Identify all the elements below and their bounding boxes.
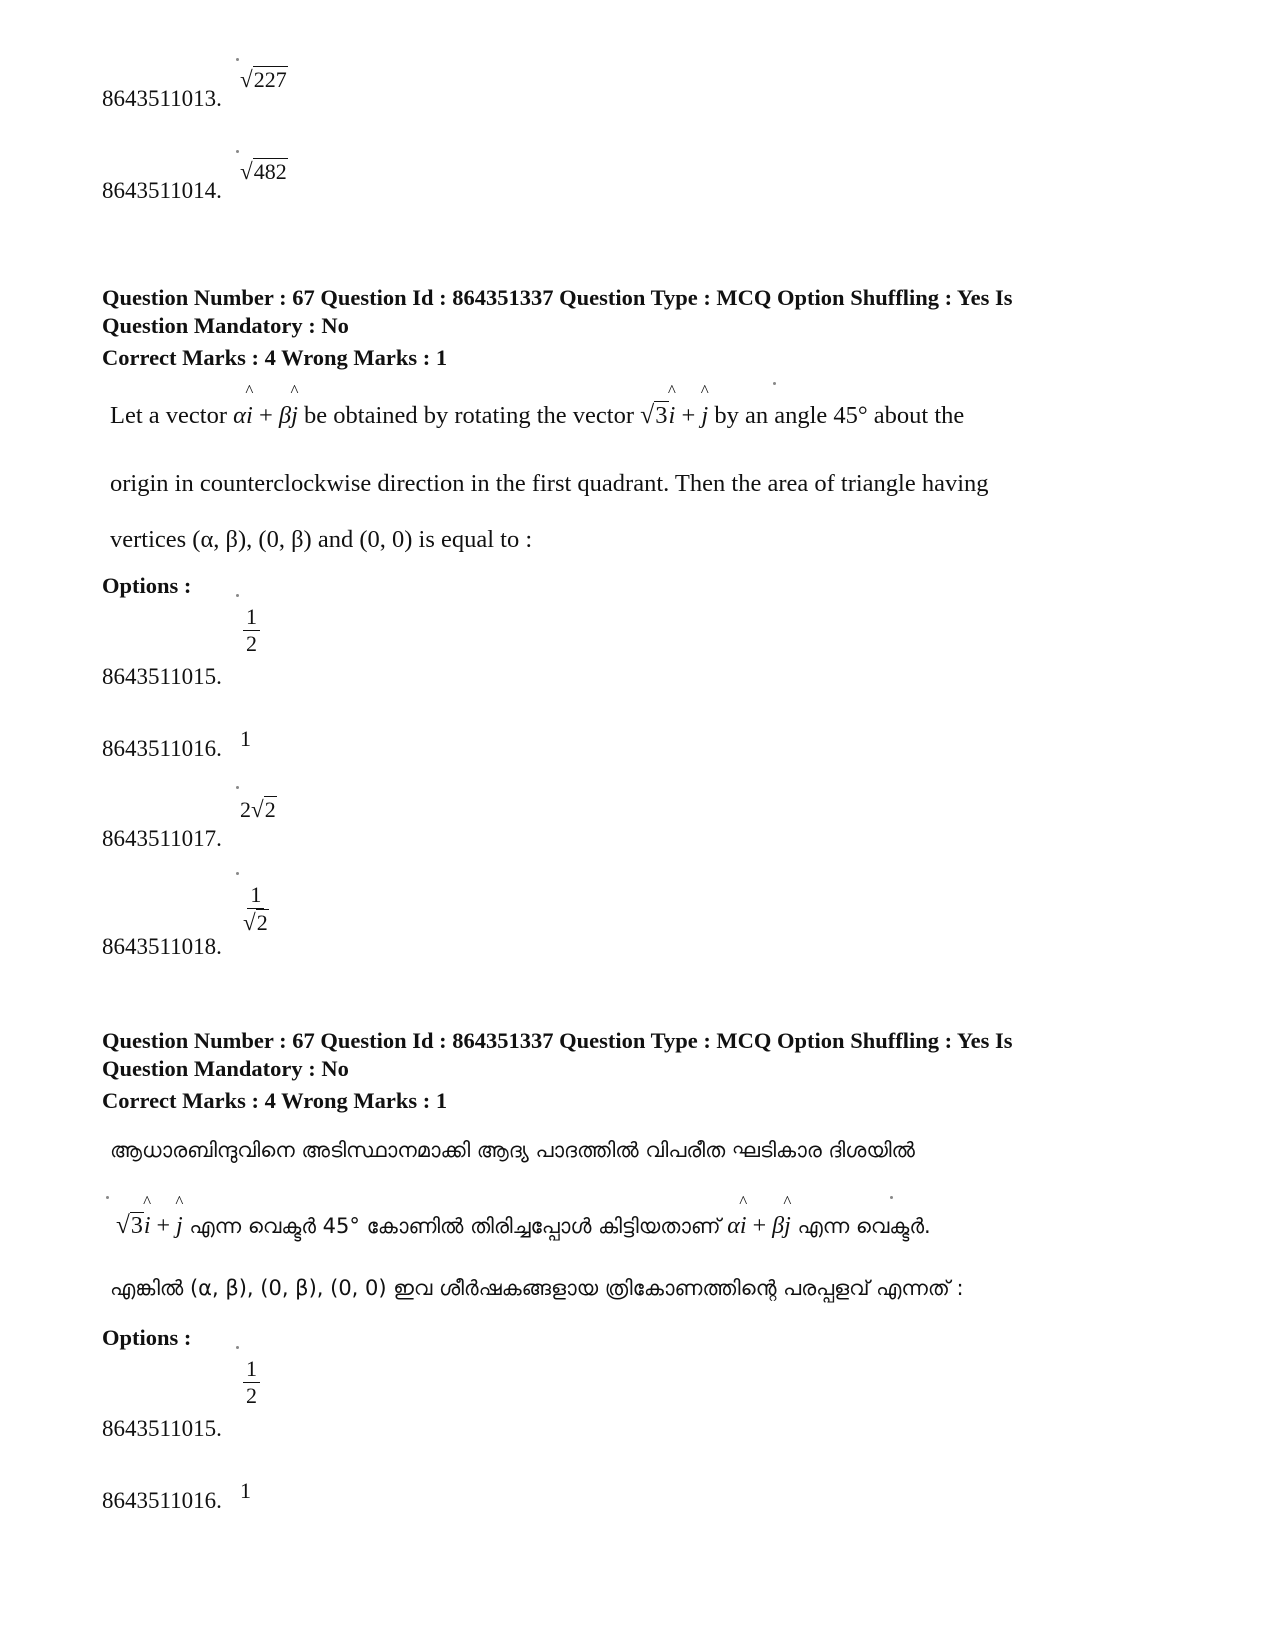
- option-number: 8643511013.: [102, 86, 222, 111]
- fraction-denominator: 2: [246, 631, 257, 656]
- unit-vector-j: ^ j: [176, 1213, 183, 1240]
- question-text-line2: [116, 1212, 931, 1240]
- math-expression: [727, 1213, 790, 1239]
- text-segment: എന്ന വെക്ടർ.: [797, 1214, 931, 1238]
- artifact-dot: [236, 786, 239, 789]
- artifact-dot: [106, 1196, 109, 1199]
- options-label: Options :: [102, 1325, 192, 1350]
- option-value: √227: [240, 66, 287, 92]
- option-value: $\frac{1}{√2}$: [243, 882, 268, 935]
- artifact-dot: [236, 872, 239, 875]
- unit-vector-j: ^ j: [701, 402, 708, 430]
- radicand: 3: [655, 402, 668, 429]
- option-value: [243, 604, 260, 657]
- question-meta-line1: Question Number : 67 Question Id : 864351337 Question Type : MCQ Option Shuffling : Yes Is: [102, 285, 1013, 310]
- text-segment: by an angle 45° about the: [714, 402, 965, 429]
- plus-sign: +: [258, 402, 273, 429]
- artifact-dot: [236, 1346, 239, 1349]
- option-number: 8643511017.: [102, 826, 222, 851]
- option-number: 8643511014.: [102, 178, 222, 203]
- option-value: [243, 1356, 260, 1409]
- option-number: 8643511015.: [102, 1416, 222, 1441]
- alpha-symbol: α: [727, 1213, 740, 1239]
- beta-symbol: β: [278, 402, 292, 429]
- unit-vector-j: ^ j: [291, 402, 298, 430]
- option-number: 8643511015.: [102, 664, 222, 689]
- question-meta-line2: Question Mandatory : No: [102, 313, 349, 338]
- beta-symbol: β: [772, 1213, 785, 1239]
- question-marks: Correct Marks : 4 Wrong Marks : 1: [102, 1088, 448, 1113]
- option-value: 1: [240, 1478, 251, 1503]
- fraction-numerator: 1: [247, 882, 264, 909]
- artifact-dot: [236, 150, 239, 153]
- unit-vector-j: ^ j: [784, 1213, 791, 1240]
- text-segment: എന്ന വെക്ടർ 45° കോണിൽ തിരിച്ചപ്പോൾ കിട്ടിയതാണ്: [189, 1214, 721, 1238]
- question-meta-line1: Question Number : 67 Question Id : 864351337 Question Type : MCQ Option Shuffling : Yes Is: [102, 1028, 1013, 1053]
- artifact-dot: [773, 382, 776, 385]
- radicand: 482: [253, 159, 287, 184]
- unit-vector-i: ^ i: [740, 1213, 747, 1240]
- text-segment: Let a vector: [110, 402, 227, 429]
- plus-sign: +: [752, 1213, 767, 1239]
- text-segment: be obtained by rotating the vector: [304, 402, 634, 429]
- artifact-dot: [236, 594, 239, 597]
- question-meta-line2: Question Mandatory : No: [102, 1056, 349, 1081]
- radicand: 2: [256, 910, 268, 935]
- option-value: √482: [240, 158, 287, 184]
- alpha-symbol: α: [233, 402, 246, 429]
- question-text-line1: Let a vector α^ i + β^ j be obtained by rotating the vector √3^ i + ^ j by an angle 45° about the: [110, 400, 964, 430]
- unit-vector-i: ^ i: [144, 1213, 151, 1240]
- question-marks: Correct Marks : 4 Wrong Marks : 1: [102, 345, 448, 370]
- artifact-dot: [890, 1196, 893, 1199]
- option-number: 8643511016.: [102, 1488, 222, 1513]
- math-expression: √3^ i + ^ j: [116, 1213, 183, 1239]
- radicand: 227: [253, 67, 287, 92]
- plus-sign: +: [681, 402, 696, 429]
- coefficient: 2: [240, 797, 251, 822]
- artifact-dot: [236, 58, 239, 61]
- question-text-line3: vertices (α, β), (0, β) and (0, 0) is equal to :: [110, 526, 533, 553]
- question-meta: [102, 284, 1013, 372]
- radicand: 3: [130, 1213, 143, 1239]
- option-number: 8643511016.: [102, 736, 222, 761]
- question-text-line3: എങ്കിൽ (α, β), (0, β), (0, 0) ഇവ ശീർഷകങ്ങളായ ത്രികോണത്തിന്റെ പരപ്പളവ് എന്നത് :: [110, 1276, 964, 1300]
- fraction-denominator: 2: [246, 1383, 257, 1408]
- fraction-numerator: 1: [243, 1356, 260, 1383]
- radicand: 2: [264, 797, 276, 822]
- fraction-numerator: 1: [243, 604, 260, 631]
- question-text-line2: origin in counterclockwise direction in the first quadrant. Then the area of triangle having: [110, 470, 989, 497]
- option-value: 1: [240, 726, 251, 751]
- plus-sign: +: [156, 1213, 171, 1239]
- options-label: Options :: [102, 573, 192, 598]
- unit-vector-i: ^ i: [669, 402, 676, 430]
- question-text-line1: ആധാരബിന്ദുവിനെ അടിസ്ഥാനമാക്കി ആദ്യ പാദത്തിൽ വിപരീത ഘടികാര ദിശയിൽ: [110, 1138, 915, 1162]
- unit-vector-i: ^ i: [246, 402, 253, 430]
- option-value: 2√2: [240, 796, 276, 822]
- option-number: 8643511018.: [102, 934, 222, 959]
- question-meta: [102, 1027, 1013, 1115]
